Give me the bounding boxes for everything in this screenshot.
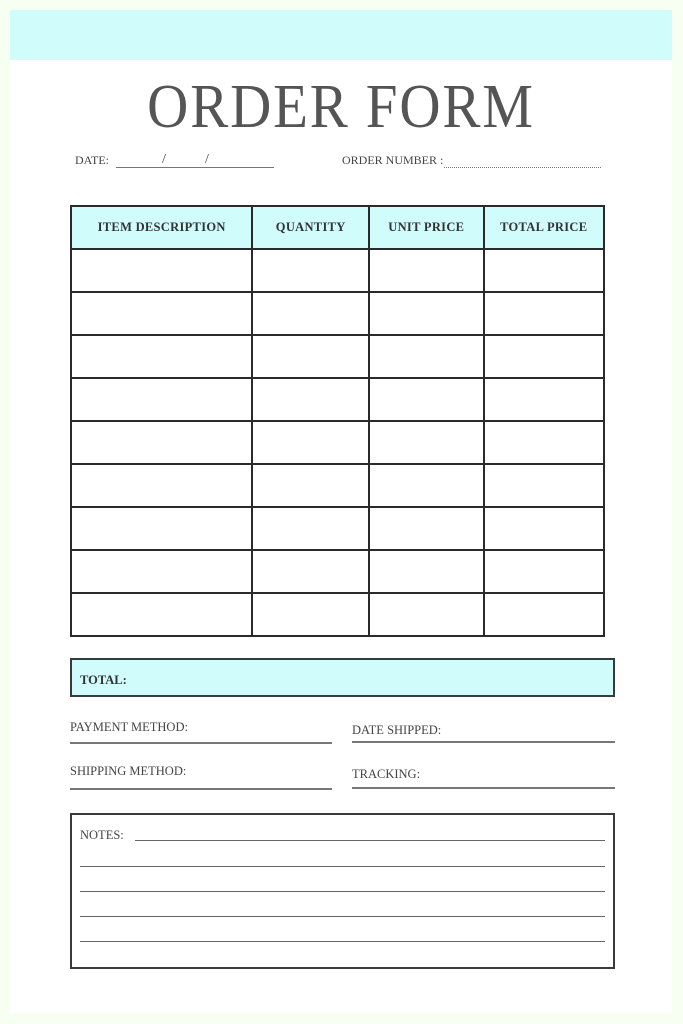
- table-row: [71, 292, 604, 335]
- total-price-cell[interactable]: [484, 421, 604, 464]
- quantity-cell[interactable]: [252, 550, 369, 593]
- tracking-input-line[interactable]: [352, 787, 615, 789]
- total-label: TOTAL:: [80, 673, 127, 687]
- quantity-cell[interactable]: [252, 464, 369, 507]
- quantity-cell[interactable]: [252, 378, 369, 421]
- column-header-quantity: QUANTITY: [252, 206, 369, 249]
- item-description-cell[interactable]: [71, 464, 252, 507]
- table-row: [71, 421, 604, 464]
- total-price-cell[interactable]: [484, 292, 604, 335]
- quantity-cell[interactable]: [252, 292, 369, 335]
- total-price-cell[interactable]: [484, 249, 604, 292]
- item-description-cell[interactable]: [71, 421, 252, 464]
- page-title: ORDER FORM: [147, 73, 535, 141]
- total-price-cell[interactable]: [484, 464, 604, 507]
- shipping-method-input-line[interactable]: [70, 788, 332, 790]
- total-price-cell[interactable]: [484, 550, 604, 593]
- table-row: [71, 335, 604, 378]
- unit-price-cell[interactable]: [369, 292, 483, 335]
- order-number-label: ORDER NUMBER :: [342, 153, 444, 167]
- payment-method-input-line[interactable]: [70, 742, 332, 744]
- unit-price-cell[interactable]: [369, 464, 483, 507]
- table-row: [71, 593, 604, 636]
- unit-price-cell[interactable]: [369, 507, 483, 550]
- column-header-unit-price: UNIT PRICE: [369, 206, 483, 249]
- total-price-cell[interactable]: [484, 378, 604, 421]
- notes-box: [70, 813, 615, 969]
- payment-method-label: PAYMENT METHOD:: [70, 720, 188, 734]
- table-row: [71, 550, 604, 593]
- tracking-label: TRACKING:: [352, 767, 421, 781]
- table-row: [71, 464, 604, 507]
- unit-price-cell[interactable]: [369, 249, 483, 292]
- date-shipped-input-line[interactable]: [352, 741, 615, 743]
- notes-line[interactable]: [80, 891, 605, 892]
- total-price-cell[interactable]: [484, 593, 604, 636]
- notes-line[interactable]: [80, 866, 605, 867]
- item-description-cell[interactable]: [71, 335, 252, 378]
- quantity-cell[interactable]: [252, 335, 369, 378]
- notes-label: NOTES:: [80, 828, 124, 842]
- total-box[interactable]: [70, 658, 615, 697]
- order-items-table: [70, 205, 605, 637]
- unit-price-cell[interactable]: [369, 335, 483, 378]
- quantity-cell[interactable]: [252, 249, 369, 292]
- quantity-cell[interactable]: [252, 507, 369, 550]
- total-price-cell[interactable]: [484, 335, 604, 378]
- date-field: [75, 153, 274, 168]
- notes-line[interactable]: [80, 916, 605, 917]
- date-input-line[interactable]: [116, 152, 274, 168]
- item-description-cell[interactable]: [71, 550, 252, 593]
- unit-price-cell[interactable]: [369, 550, 483, 593]
- quantity-cell[interactable]: [252, 593, 369, 636]
- column-header-item-description: ITEM DESCRIPTION: [71, 206, 252, 249]
- item-description-cell[interactable]: [71, 378, 252, 421]
- date-shipped-label: DATE SHIPPED:: [352, 723, 442, 737]
- item-description-cell[interactable]: [71, 593, 252, 636]
- notes-line[interactable]: [80, 941, 605, 942]
- table-header-row: [71, 206, 604, 249]
- table-row: [71, 507, 604, 550]
- item-description-cell[interactable]: [71, 249, 252, 292]
- header-band: [10, 10, 672, 60]
- quantity-cell[interactable]: [252, 421, 369, 464]
- unit-price-cell[interactable]: [369, 421, 483, 464]
- unit-price-cell[interactable]: [369, 378, 483, 421]
- shipping-method-label: SHIPPING METHOD:: [70, 764, 187, 778]
- order-form-page: [10, 10, 672, 1013]
- date-slash: /: [205, 152, 209, 167]
- order-number-input-line[interactable]: [444, 156, 601, 168]
- order-number-field: [342, 153, 601, 168]
- table-row: [71, 378, 604, 421]
- table-row: [71, 249, 604, 292]
- column-header-total-price: TOTAL PRICE: [484, 206, 604, 249]
- total-price-cell[interactable]: [484, 507, 604, 550]
- item-description-cell[interactable]: [71, 292, 252, 335]
- unit-price-cell[interactable]: [369, 593, 483, 636]
- item-description-cell[interactable]: [71, 507, 252, 550]
- notes-line[interactable]: [135, 840, 605, 841]
- date-label: DATE:: [75, 153, 109, 167]
- date-slash: /: [162, 152, 166, 167]
